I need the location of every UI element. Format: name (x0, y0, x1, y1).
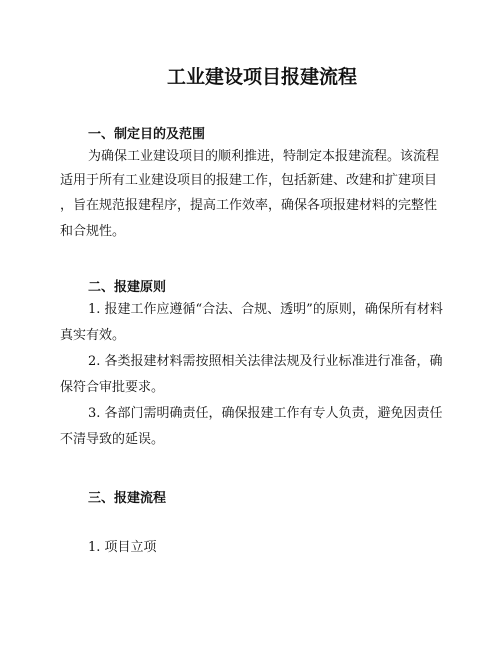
paragraph-line: 适用于所有工业建设项目的报建工作，包括新建、改建和扩建项目 (60, 173, 438, 188)
section-heading-process: 三、报建流程 (88, 491, 167, 506)
subsection-heading: 1. 项目立项 (88, 540, 157, 555)
list-item-line: 真实有效。 (60, 328, 126, 343)
paragraph-line: 为确保工业建设项目的顺利推进，特制定本报建流程。该流程 (88, 149, 440, 164)
list-item-line: 1. 报建工作应遵循“合法、合规、透明”的原则，确保所有材料 (88, 302, 443, 317)
list-item-line: 不清导致的延误。 (60, 432, 165, 447)
list-item-line: 2. 各类报建材料需按照相关法律法规及行业标准进行准备，确 (88, 354, 443, 369)
document-title: 工业建设项目报建流程 (166, 66, 357, 88)
section-heading-purpose: 一、制定目的及范围 (88, 127, 206, 142)
paragraph-line: 和合规性。 (60, 224, 126, 239)
list-item-line: 保符合审批要求。 (60, 380, 165, 395)
list-item-line: 3. 各部门需明确责任，确保报建工作有专人负责，避免因责任 (88, 406, 443, 421)
paragraph-line: ，旨在规范报建程序，提高工作效率，确保各项报建材料的完整性 (60, 198, 438, 213)
section-heading-principles: 二、报建原则 (88, 280, 167, 295)
